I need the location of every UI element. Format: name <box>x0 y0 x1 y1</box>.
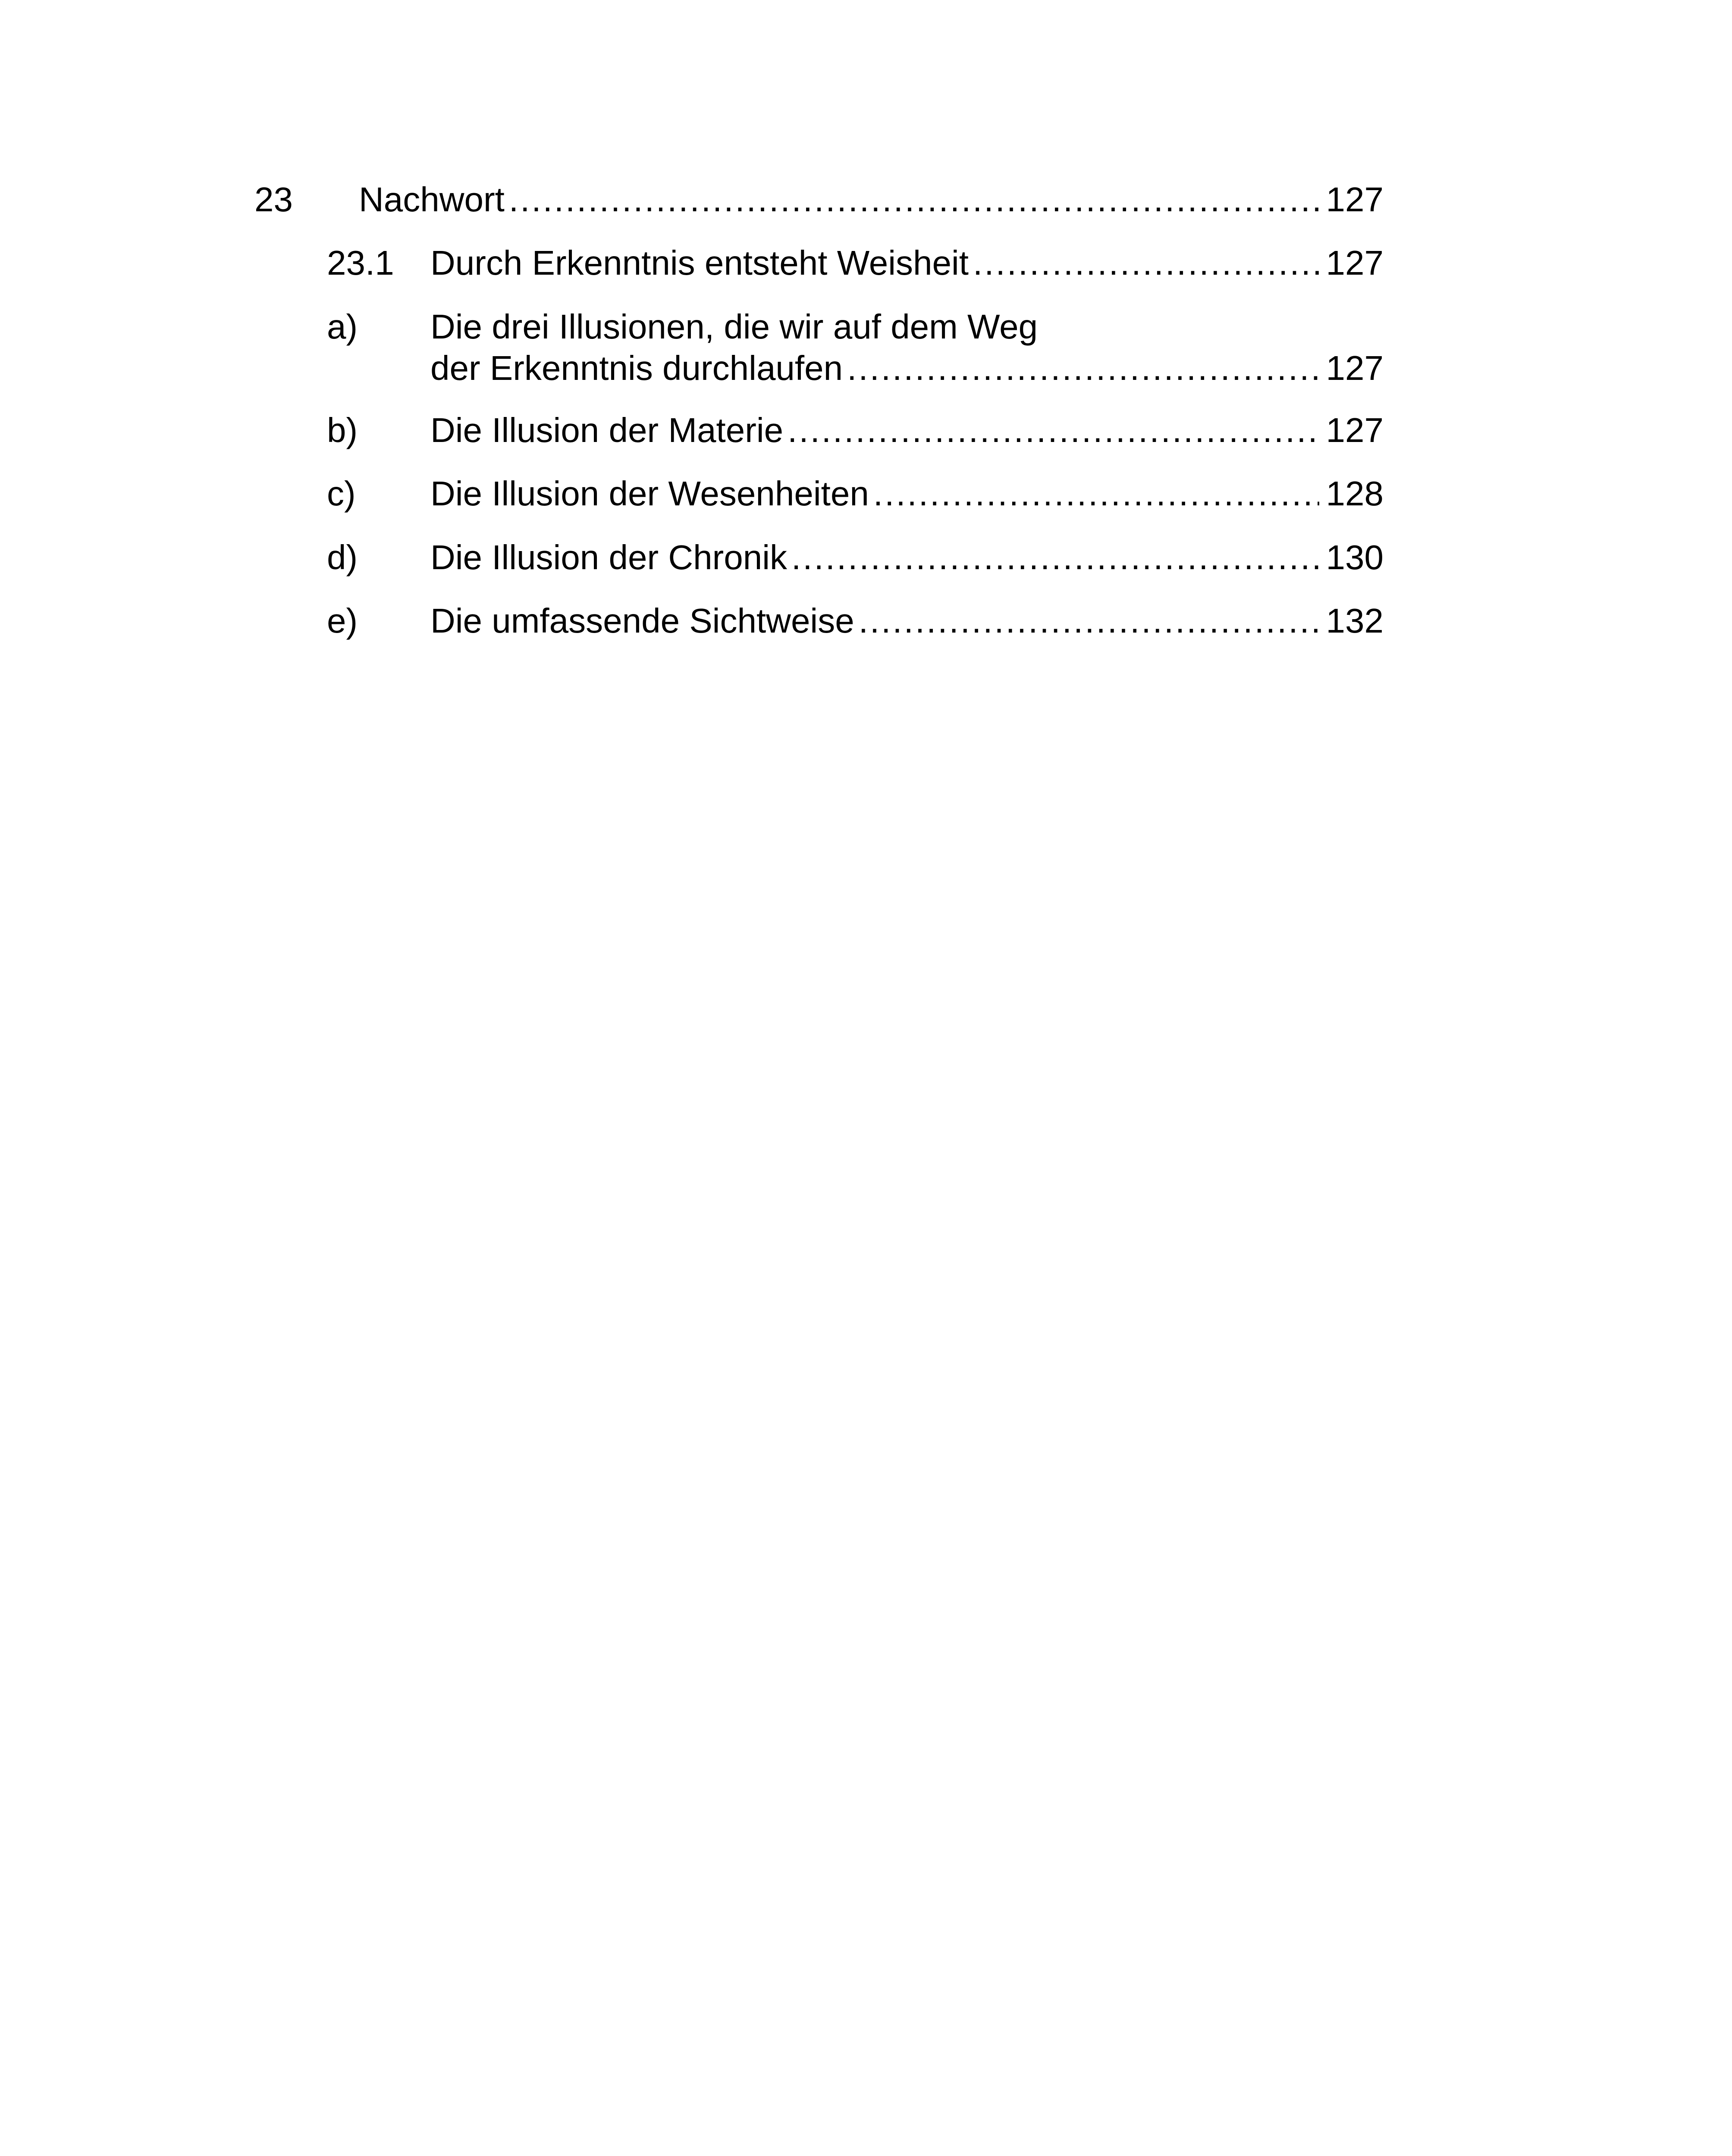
toc-section-entry[interactable] <box>0 242 1732 284</box>
toc-item-entry[interactable] <box>0 410 1732 451</box>
item-title: Die Illusion der Wesenheiten <box>430 474 869 513</box>
item-label: e) <box>327 602 358 640</box>
item-label: b) <box>327 411 358 449</box>
dot-leader <box>509 179 1319 220</box>
dot-leader <box>859 600 1319 642</box>
toc-item-entry[interactable] <box>0 600 1732 642</box>
dot-leader <box>791 537 1319 578</box>
section-title: Durch Erkenntnis entsteht Weisheit <box>430 244 969 282</box>
toc-item-entry[interactable] <box>0 306 1732 389</box>
dot-leader <box>973 242 1319 284</box>
item-label: c) <box>327 474 356 513</box>
toc-chapter-entry[interactable] <box>0 179 1732 220</box>
section-page-number: 127 <box>1326 244 1384 282</box>
chapter-number: 23 <box>254 180 293 219</box>
item-title-line: Die drei Illusionen, die wir auf dem Weg <box>430 307 1038 346</box>
dot-leader <box>847 348 1319 389</box>
chapter-page-number: 127 <box>1326 180 1384 219</box>
item-title: Die Illusion der Chronik <box>430 538 788 577</box>
item-page-number: 127 <box>1326 411 1384 449</box>
item-title: der Erkenntnis durchlaufen <box>430 349 843 387</box>
item-title: Die Illusion der Materie <box>430 411 784 449</box>
dot-leader <box>788 410 1319 451</box>
item-page-number: 132 <box>1326 602 1384 640</box>
chapter-title: Nachwort <box>359 180 505 219</box>
item-label: d) <box>327 538 358 577</box>
toc-item-entry[interactable] <box>0 473 1732 514</box>
item-label: a) <box>327 307 358 346</box>
item-page-number: 130 <box>1326 538 1384 577</box>
item-page-number: 128 <box>1326 474 1384 513</box>
dot-leader <box>873 473 1319 514</box>
toc-item-entry[interactable] <box>0 537 1732 578</box>
item-title: Die umfassende Sichtweise <box>430 602 854 640</box>
section-number: 23.1 <box>327 244 394 282</box>
item-page-number: 127 <box>1326 349 1384 387</box>
